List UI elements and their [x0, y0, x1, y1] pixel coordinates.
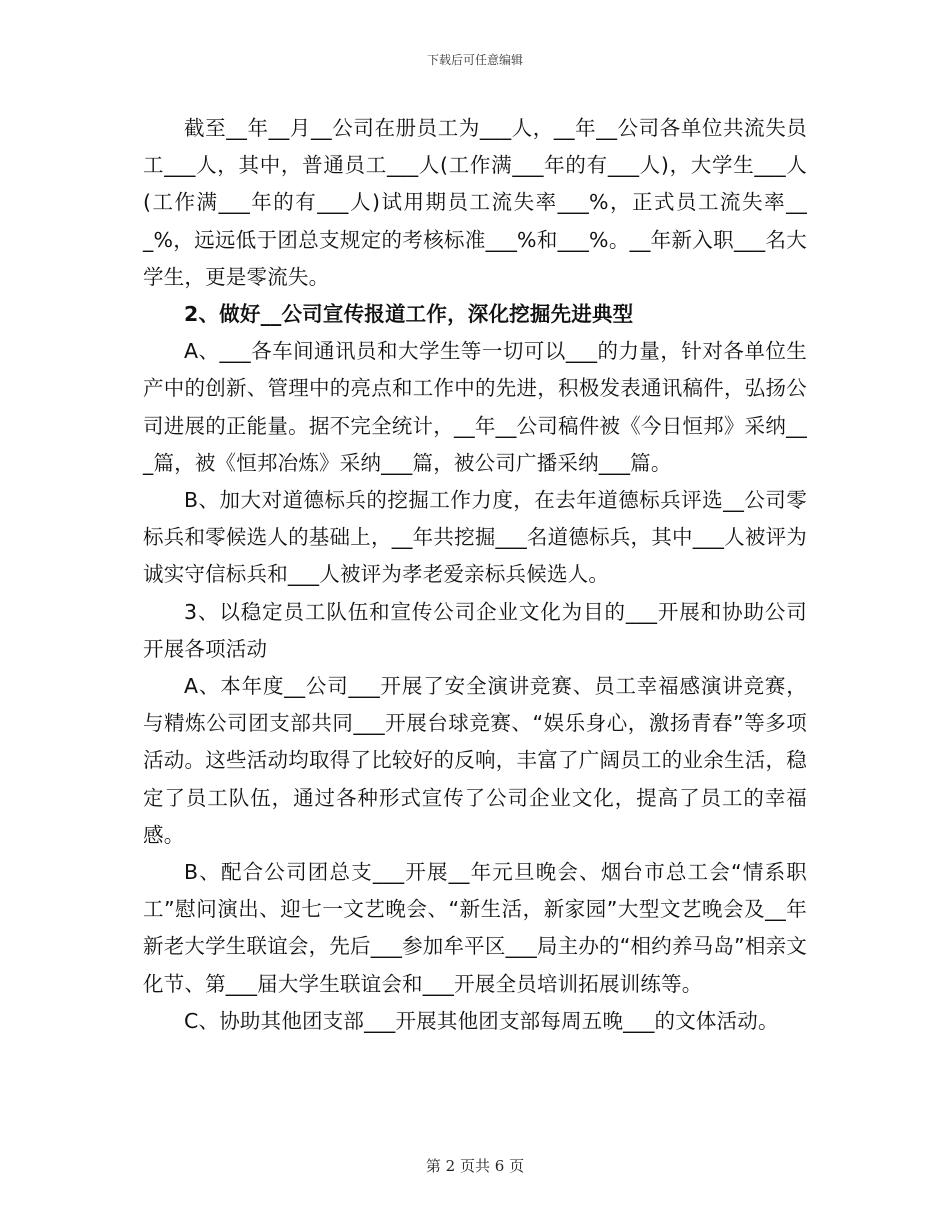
- paragraph-staff-turnover: 截至__年__月__公司在册员工为___人，__年__公司各单位共流失员工___人，其中，普通员工___人(工作满___年的有___人)，大学生___人(工作满___年的有___人)试用期员工流失率___%，正式员工流失率___%，远远低于团总支规定的考核标准___%和___%。__年新入职___名大学生，更是零流失。: [143, 116, 807, 289]
- paragraph-activities-c: C、协助其他团支部___开展其他团支部每周五晚___的文体活动。: [184, 1008, 779, 1033]
- section-heading-publicity: 2、做好__公司宣传报道工作，深化挖掘先进典型: [184, 302, 634, 327]
- paragraph-activities-a: A、本年度__公司___开展了安全演讲竞赛、员工幸福感演讲竞赛，与精炼公司团支部共同___开展台球竞赛、“娱乐身心，激扬青春”等多项活动。这些活动均取得了比较好的反响，丰富了广阔员工的业余生活，稳定了员工队伍，通过各种形式宣传了公司企业文化，提高了员工的幸福感。: [143, 674, 807, 847]
- paragraph-publicity-b: B、加大对道德标兵的挖掘工作力度，在去年道德标兵评选__公司零标兵和零候选人的基础上，__年共挖掘___名道德标兵，其中___人被评为诚实守信标兵和___人被评为孝老爱亲标兵候选人。: [143, 488, 807, 587]
- paragraph-publicity-a: A、___各车间通讯员和大学生等一切可以___的力量，针对各单位生产中的创新、管理中的亮点和工作中的先进，积极发表通讯稿件，弘扬公司进展的正能量。据不完全统计，__年__公司稿件被《今日恒邦》采纳___篇，被《恒邦冶炼》采纳___篇，被公司广播采纳___篇。: [143, 339, 807, 475]
- document-body: [143, 110, 807, 1040]
- page-footer: 第 2 页共 6 页: [425, 1157, 525, 1175]
- section-heading-activities: 3、以稳定员工队伍和宣传公司企业文化为目的___开展和协助公司开展各项活动: [143, 599, 807, 661]
- page-header: 下载后可任意编辑: [426, 53, 523, 67]
- paragraph-activities-b: B、配合公司团总支___开展__年元旦晚会、烟台市总工会“情系职工”慰问演出、迎七一文艺晚会、“新生活，新家园”大型文艺晚会及__年新老大学生联谊会，先后___参加牟平区___局主办的“相约养马岛”相亲文化节、第___届大学生联谊会和___开展全员培训拓展训练等。: [143, 860, 807, 996]
